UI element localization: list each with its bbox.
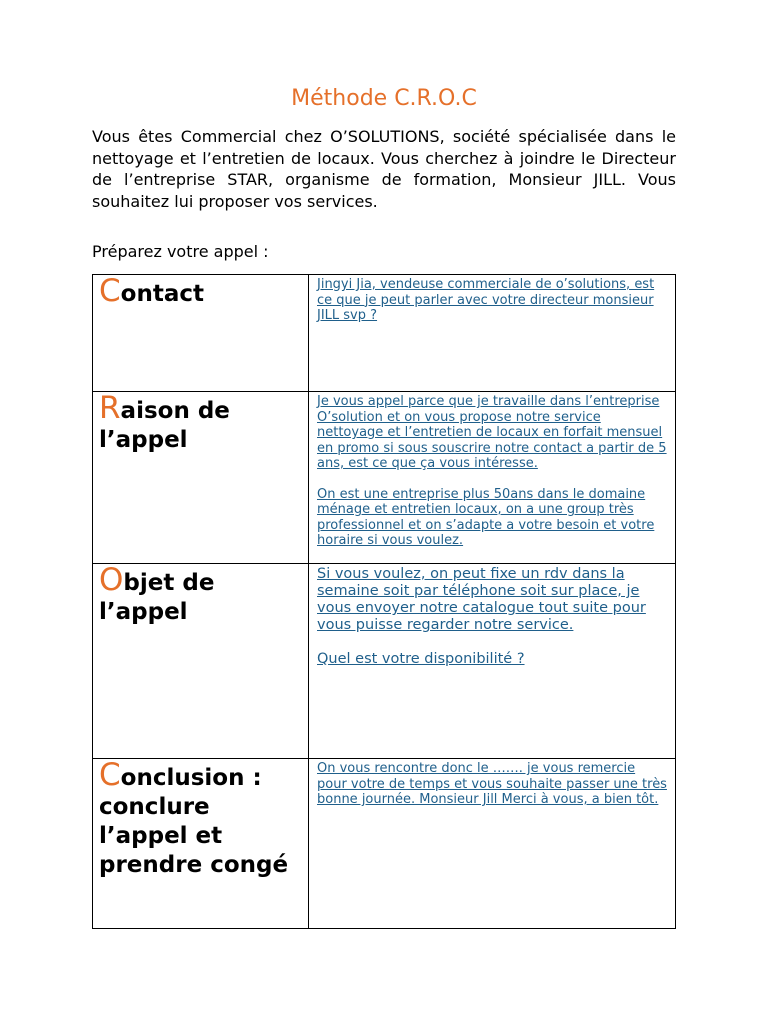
response-text: Jingyi Jia, vendeuse commerciale de o’solutions, est ce que je peut parler avec votre directeur monsieur JILL svp ? [317, 277, 655, 323]
table-row-objet [93, 564, 676, 759]
label-cell-raison [93, 392, 309, 564]
croc-table [92, 274, 676, 929]
response-text: On vous rencontre donc le ……. je vous remercie pour votre de temps et vous souhaite passer une très bonne journée. Monsieur Jill Merci à vous, a bien tôt. [317, 761, 667, 807]
table-row-raison [93, 392, 676, 564]
row-label-raison [99, 390, 230, 453]
row-label-text: bjet de l’appel [99, 570, 215, 625]
row-initial-letter: C [99, 273, 121, 309]
response-text: On est une entreprise plus 50ans dans le domaine ménage et entretien locaux, on a une group très professionnel et on s’adapte a votre besoin et votre horaire si vous voulez. [317, 486, 655, 548]
response-cell-objet [309, 564, 676, 759]
label-cell-objet [93, 564, 309, 759]
response-text: Si vous voulez, on peut fixe un rdv dans la semaine soit par téléphone soit sur place, je vous envoyer notre catalogue tout suite pour vous puisse regarder notre service. [317, 566, 646, 633]
page-title: Méthode C.R.O.C [291, 86, 477, 111]
row-initial-letter: C [99, 757, 121, 793]
row-label-objet [99, 562, 215, 625]
row-label-conclusion [99, 757, 289, 878]
intro-paragraph: Vous êtes Commercial chez O’SOLUTIONS, société spécialisée dans le nettoyage et l’entretien de locaux. Vous cherchez à joindre le Directeur de l’entreprise STAR, organisme de formation, Monsieur JILL. Vous souhaitez lui proposer vos services. [92, 127, 676, 211]
row-label-contact [99, 273, 204, 309]
table-row-conclusion [93, 759, 676, 929]
response-text: Quel est votre disponibilité ? [317, 651, 525, 667]
prepare-instruction: Préparez votre appel : [92, 242, 269, 261]
row-initial-letter: R [99, 390, 121, 426]
row-label-text: onclusion : conclure l’appel et prendre congé [99, 765, 289, 878]
response-cell-raison [309, 392, 676, 564]
row-initial-letter: O [99, 562, 124, 598]
label-cell-conclusion [93, 759, 309, 929]
row-label-text: aison de l’appel [99, 398, 230, 453]
table-row-contact [93, 275, 676, 392]
response-cell-conclusion [309, 759, 676, 929]
row-label-text: ontact [120, 281, 204, 307]
response-text: Je vous appel parce que je travaille dans l’entreprise O’solution et on vous propose notre service nettoyage et l’entretien de locaux en forfait mensuel en promo si sous souscrire notre contact a partir de 5 ans, est ce que ça vous intéresse. [317, 394, 667, 471]
response-cell-contact [309, 275, 676, 392]
label-cell-contact [93, 275, 309, 392]
